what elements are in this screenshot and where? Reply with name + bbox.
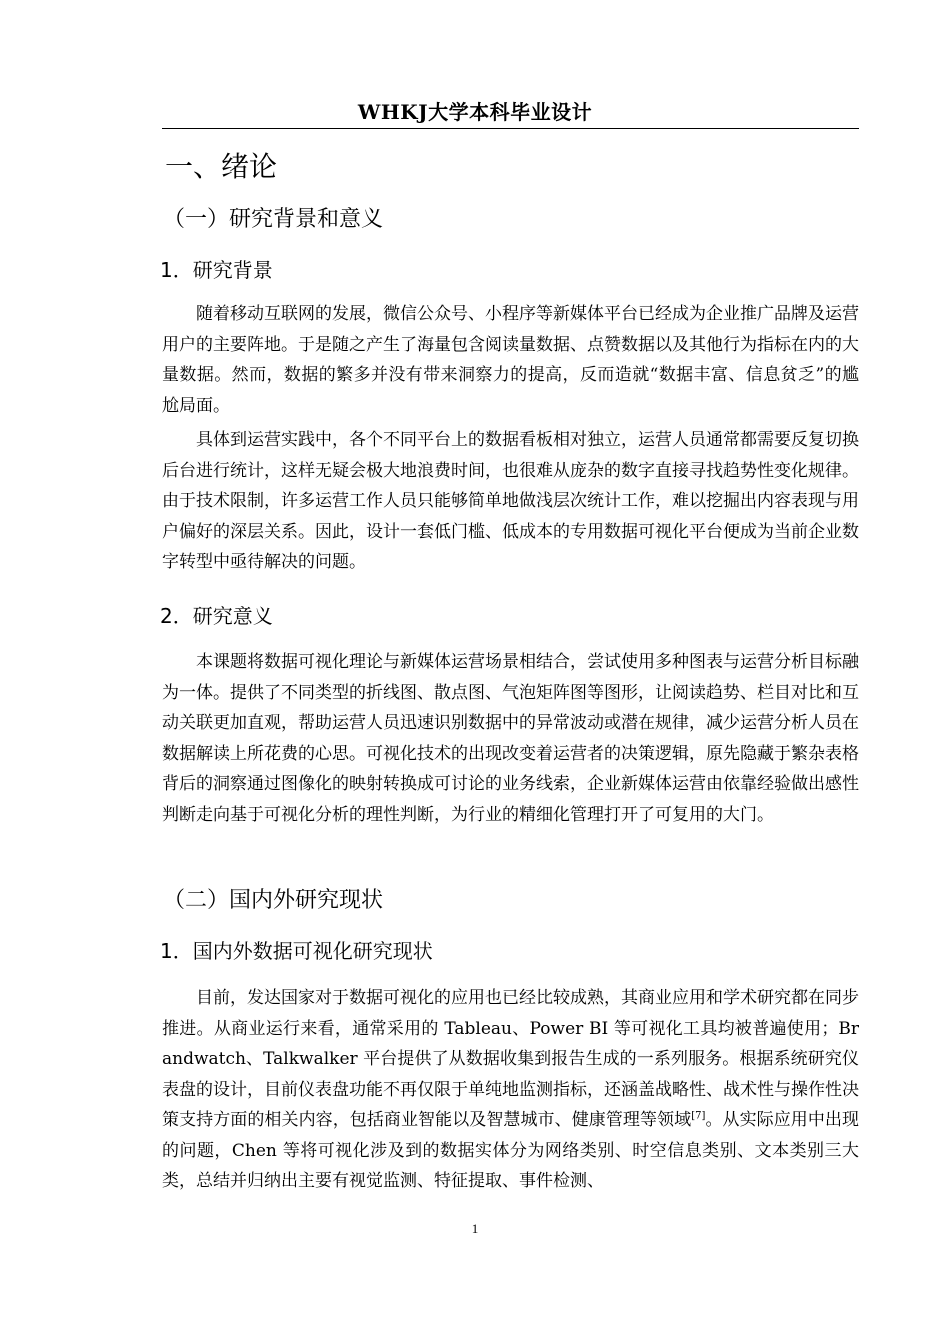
subsection-title-visualization-research-status: 1．国内外数据可视化研究现状 xyxy=(160,939,433,963)
page-number: 1 xyxy=(471,1221,479,1236)
subsection-title-research-background: 1．研究背景 xyxy=(160,258,273,282)
paragraph-background-2: 具体到运营实践中，各个不同平台上的数据看板相对独立，运营人员通常都需要反复切换后台进行统计，这样无疑会极大地浪费时间，也很难从庞杂的数字直接寻找趋势性变化规律。由于技术限制，许多运营工作人员只能够简单地做浅层次统计工作，难以挖掘出内容表现与用户偏好的深层关系。因此，设计一套低门槛、低成本的专用数据可视化平台便成为当前企业数字转型中亟待解决的问题。 xyxy=(162,430,859,572)
citation-link[interactable]: [7] xyxy=(691,1110,706,1122)
paragraph-text-part-b: 。从实际应用中出现的问题，Chen 等将可视化涉及到的数据实体分为网络类别、时空信息类别、文本类别三大类，总结并归纳出主要有视觉监测、特征提取、事件检测、 xyxy=(162,1110,860,1191)
header-rule xyxy=(162,128,859,129)
chapter-title: 一、绪论 xyxy=(165,150,278,183)
section-title-research-status: （二）国内外研究现状 xyxy=(163,888,384,913)
paragraph-significance: 本课题将数据可视化理论与新媒体运营场景相结合，尝试使用多种图表与运营分析目标融为一体。提供了不同类型的折线图、散点图、气泡矩阵图等图形，让阅读趋势、栏目对比和互动关联更加直观，帮助运营人员迅速识别数据中的异常波动或潜在规律，减少运营分析人员在数据解读上所花费的心思。可视化技术的出现改变着运营者的决策逻辑，原先隐藏于繁杂表格背后的洞察通过图像化的映射转换成可讨论的业务线索，企业新媒体运营由依靠经验做出感性判断走向基于可视化分析的理性判断，为行业的精细化管理打开了可复用的大门。 xyxy=(162,652,859,825)
paragraph-text-part-a: 目前，发达国家对于数据可视化的应用也已经比较成熟，其商业应用和学术研究都在同步推进。从商业运行来看，通常采用的 Tableau、Power BI 等可视化工具均被普遍使用；Brandwatch、Talkwalker 平台提供了从数据收集到报告生成的一系列服务。根据系统研究仪表盘的设计，目前仪表盘功能不再仅限于单纯地监测指标，还涵盖战略性、战术性与操作性决策支持方面的相关内容，包括商业智能以及智慧城市、健康管理等领域 xyxy=(162,988,859,1130)
section-title-research-background-significance: （一）研究背景和意义 xyxy=(163,207,384,232)
subsection-title-research-significance: 2．研究意义 xyxy=(160,604,273,628)
paragraph-visualization-status xyxy=(162,983,859,1197)
running-header: WHKJ大学本科毕业设计 xyxy=(357,100,593,124)
paragraph-background-1: 随着移动互联网的发展，微信公众号、小程序等新媒体平台已经成为企业推广品牌及运营用户的主要阵地。于是随之产生了海量包含阅读量数据、点赞数据以及其他行为指标在内的大量数据。然而，数据的繁多并没有带来洞察力的提高，反而造就“数据丰富、信息贫乏”的尴尬局面。 xyxy=(162,304,859,416)
